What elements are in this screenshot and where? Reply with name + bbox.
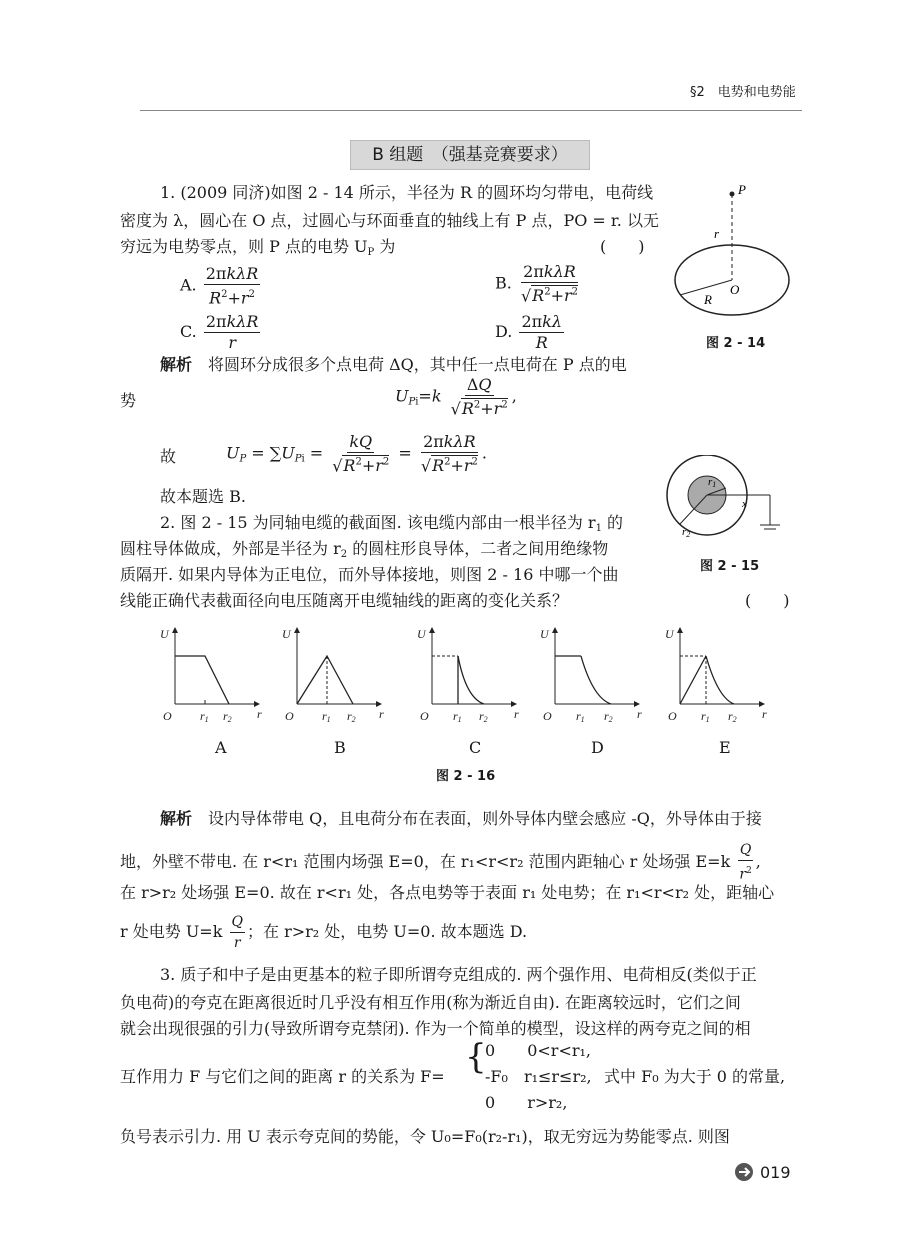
q3-line4b: 式中 F₀ 为大于 0 的常量, xyxy=(604,1067,786,1086)
q1-option-a: A. $\frac{\text{2πkλR}}{R^2+r^2}$ xyxy=(180,264,259,308)
q1-answer-paren: ( ) xyxy=(600,237,645,256)
q2-solution-line3: 在 r>r₂ 处场强 E=0. 故在 r<r₁ 处，各点电势等于表面 r₁ 处电势；在 r₁<r<r₂ 处，距轴心 xyxy=(120,883,775,902)
q3-case2: -F₀ r₁≤r≤r₂, xyxy=(485,1067,592,1086)
figure-2-16 xyxy=(155,620,785,730)
fig14-label-p: P xyxy=(738,182,746,197)
svg-text:r2: r2 xyxy=(223,709,232,724)
svg-text:U: U xyxy=(665,627,674,641)
svg-text:r2: r2 xyxy=(347,709,356,724)
graph-label-c: C xyxy=(469,738,482,757)
graph-a xyxy=(175,628,259,704)
header-rule xyxy=(140,110,802,111)
graph-b xyxy=(297,628,381,704)
q3-line2: 负电荷)的夸克在距离很近时几乎没有相互作用(称为渐近自由). 在距离较远时，它们之间 xyxy=(120,993,741,1012)
q2-solution-label: 解析 xyxy=(160,809,193,828)
section-header: §2 电势和电势能 xyxy=(690,85,796,100)
q3-case3: 0 r>r₂, xyxy=(485,1093,568,1112)
q1-solution-line1: 解析 将圆环分成很多个点电荷 ΔQ，其中任一点电荷在 P 点的电 xyxy=(160,355,627,374)
q3-line4a: 互作用力 F 与它们之间的距离 r 的关系为 F= xyxy=(120,1067,445,1086)
graph-label-e: E xyxy=(719,738,731,757)
svg-text:r: r xyxy=(514,707,519,721)
page-number: 019 xyxy=(760,1163,791,1182)
svg-text:r: r xyxy=(637,707,642,721)
figure-2-14 xyxy=(670,180,800,320)
svg-text:U: U xyxy=(282,627,291,641)
q1-gu: 故 xyxy=(160,447,177,466)
q2-line3: 质隔开. 如果内导体为正电位，而外导体接地，则图 2 - 16 中哪一个曲 xyxy=(120,565,619,584)
q3-line1: 3. 质子和中子是由更基本的粒子即所谓夸克组成的. 两个强作用、电荷相反(类似于正 xyxy=(160,965,757,984)
fig-2-14-caption: 图 2 - 14 xyxy=(706,336,766,351)
fig14-label-O: O xyxy=(730,282,740,297)
svg-text:r: r xyxy=(379,707,384,721)
q2-line4: 线能正确代表截面径向电压随离开电缆轴线的距离的变化关系？ xyxy=(120,591,569,610)
fig-2-15-caption: 图 2 - 15 xyxy=(700,559,760,574)
graph-label-d: D xyxy=(591,738,604,757)
page-arrow-icon xyxy=(734,1162,756,1182)
q1-line1: 1. (2009 同济)如图 2 - 14 所示，半径为 R 的圆环均匀带电，电荷线 xyxy=(160,183,654,202)
group-title: B 组题 （强基竞赛要求） xyxy=(350,140,590,170)
svg-text:r1: r1 xyxy=(200,709,209,724)
q1-formula-up: $U_P = \sum U_{Pi}$ = $\frac{kQ}{√R^2+r^2}$ = $\frac{\text{2πkλR}}{√R^2+r^2}$ . xyxy=(226,432,488,476)
fig14-label-R: R xyxy=(704,292,712,307)
svg-text:r: r xyxy=(257,707,262,721)
q1-option-c: C. $\frac{\text{2πkλR}}{r}$ xyxy=(180,312,259,352)
q3-line5: 负号表示引力. 用 U 表示夸克间的势能，令 U₀=F₀(r₂-r₁)，取无穷远为势能零点. 则图 xyxy=(120,1127,730,1146)
q1-conclusion: 故本题选 B. xyxy=(160,487,246,506)
figure-2-15 xyxy=(660,455,800,550)
svg-text:U: U xyxy=(417,627,426,641)
q1-solution-line2: 势 xyxy=(120,391,137,410)
q2-line1: 2. 图 2 - 15 为同轴电缆的截面图. 该电缆内部由一根半径为 $r_1$ 的 xyxy=(160,513,624,534)
svg-text:r2: r2 xyxy=(479,709,488,724)
q2-answer-paren: ( ) xyxy=(745,591,790,610)
q1-option-b: B. $\frac{\text{2πkλR}}{√R^2+r^2}$ xyxy=(495,262,578,306)
graph-c xyxy=(432,628,516,704)
q3-line3: 就会出现很强的引力(导致所谓夸克禁闭). 作为一个简单的模型，设这样的两夸克之间的相 xyxy=(120,1019,751,1038)
svg-text:r1: r1 xyxy=(322,709,331,724)
q2-line2: 圆柱导体做成，外部是半径为 $r_2$ 的圆柱形良导体，二者之间用绝缘物 xyxy=(120,539,609,560)
q2-solution-line2: 地，外壁不带电. 在 r<r₁ 范围内场强 E=0，在 r₁<r<r₂ 范围内距轴心 r 处场强 E=k $\frac{Q}{r^2}$ , xyxy=(120,842,761,883)
q1-line2: 密度为 λ，圆心在 O 点，过圆心与环面垂直的轴线上有 P 点，PO = r. 以无 xyxy=(120,211,659,230)
svg-text:O: O xyxy=(668,709,677,723)
svg-text:r2: r2 xyxy=(604,709,613,724)
svg-text:r1: r1 xyxy=(708,476,717,489)
fig-2-16-caption: 图 2 - 16 xyxy=(436,769,496,784)
svg-text:U: U xyxy=(160,627,169,641)
q2-solution-line4: r 处电势 U=k $\frac{Q}{r}$ ；在 r>r₂ 处，电势 U=0. 故本题选 D. xyxy=(120,914,528,951)
svg-text:x: x xyxy=(742,498,747,510)
fig14-label-r: r xyxy=(714,226,720,241)
svg-text:r1: r1 xyxy=(453,709,462,724)
graph-label-a: A xyxy=(215,738,227,757)
q2-solution-line1: 解析 设内导体带电 Q，且电荷分布在表面，则外导体内壁会感应 -Q，外导体由于接 xyxy=(160,809,762,828)
q1-option-d: D. $\frac{\text{2πkλ}}{R}$ xyxy=(495,312,562,352)
q1-line3: 穷远为电势零点，则 P 点的电势 $U_P$ 为 xyxy=(120,237,396,258)
q3-brace: { xyxy=(465,1037,487,1077)
q3-case1: 0 0<r<r₁, xyxy=(485,1041,591,1060)
svg-text:r: r xyxy=(762,707,767,721)
svg-text:O: O xyxy=(163,709,172,723)
svg-text:r2: r2 xyxy=(728,709,737,724)
svg-text:r1: r1 xyxy=(576,709,585,724)
svg-text:O: O xyxy=(543,709,552,723)
svg-text:r2: r2 xyxy=(682,526,691,539)
svg-text:r1: r1 xyxy=(701,709,710,724)
q1-formula-upi: $U_{Pi}=k$ $\frac{\Delta Q}{√R^2+r^2}$ , xyxy=(395,375,517,419)
svg-text:O: O xyxy=(420,709,429,723)
graph-e xyxy=(680,628,764,704)
graph-label-b: B xyxy=(334,738,346,757)
graph-d xyxy=(555,628,639,704)
svg-text:O: O xyxy=(285,709,294,723)
svg-text:U: U xyxy=(540,627,549,641)
q1-solution-label: 解析 xyxy=(160,355,193,374)
